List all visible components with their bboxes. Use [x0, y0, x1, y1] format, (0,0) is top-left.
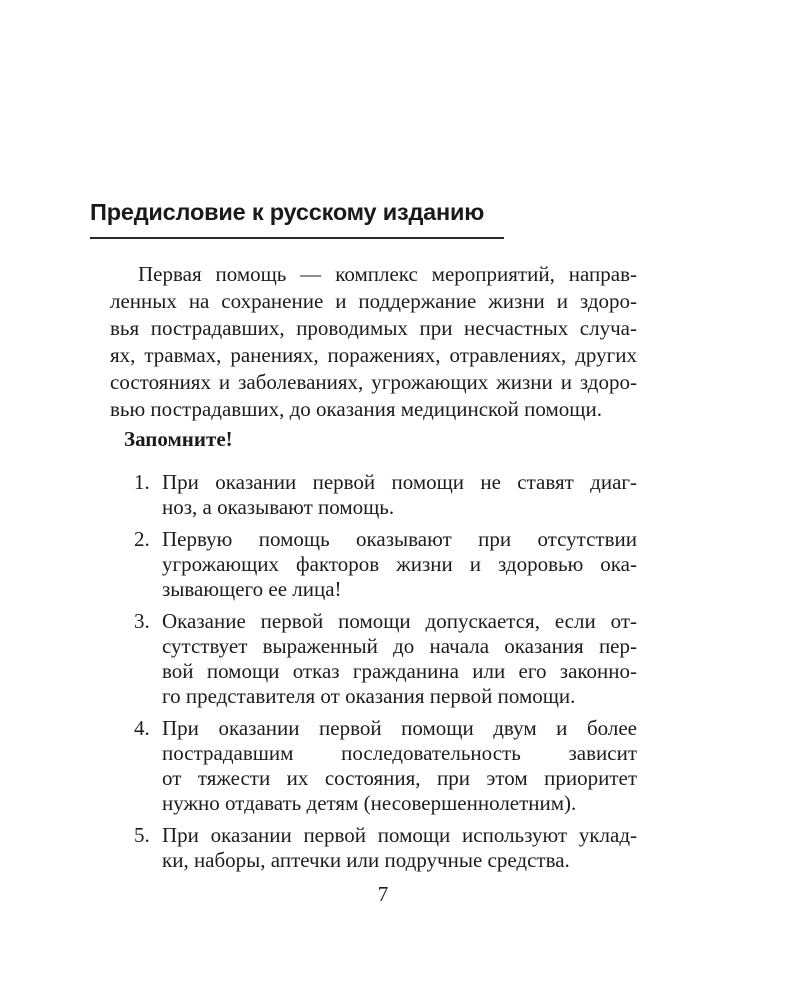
list-item [134, 609, 637, 709]
remember-title: Запомните! [124, 427, 233, 451]
intro-line: ленных на сохранение и поддержание жизни и здоро- [110, 289, 637, 313]
item-number: 5. [134, 823, 150, 847]
item-line: ки, наборы, аптечки или подручные средства. [162, 848, 570, 872]
item-line: вой помощи отказ гражданина или его законно- [162, 659, 637, 683]
item-line: угрожающих факторов жизни и здоровью ока- [162, 552, 637, 576]
item-number: 3. [134, 609, 150, 633]
item-number: 1. [134, 470, 150, 494]
item-line: нужно отдавать детям (несовершеннолетним). [162, 791, 577, 815]
item-line: При оказании первой помощи используют уклад- [162, 823, 637, 847]
intro-line: вья пострадавших, проводимых при несчастных случа- [110, 316, 637, 340]
intro-paragraph [110, 261, 637, 423]
intro-line: Первая помощь — комплекс мероприятий, направ- [138, 262, 637, 286]
item-line: го представителя от оказания первой помощи. [162, 684, 576, 708]
list-item [134, 470, 637, 520]
list-item [134, 823, 637, 873]
item-line: зывающего ее лица! [162, 577, 342, 601]
list-item [134, 716, 637, 816]
intro-line: вью пострадавших, до оказания медицинской помощи. [110, 397, 602, 421]
item-line: Оказание первой помощи допускается, если от- [162, 609, 637, 633]
chapter-heading: Предисловие к русскому изданию [90, 199, 485, 225]
item-line: При оказании первой помощи двум и более [162, 716, 637, 740]
rules-list [134, 470, 637, 880]
item-line: При оказании первой помощи не ставят диаг- [162, 470, 637, 494]
intro-line: ях, травмах, ранениях, поражениях, отравлениях, других [110, 343, 637, 367]
page-number: 7 [377, 882, 389, 906]
item-number: 2. [134, 527, 150, 551]
item-line: пострадавшим последовательность зависит [162, 741, 637, 765]
item-line: Первую помощь оказывают при отсутствии [162, 527, 637, 551]
item-line: ноз, а оказывают помощь. [162, 495, 395, 519]
item-line: сутствует выраженный до начала оказания пер- [162, 634, 637, 658]
list-item [134, 527, 637, 602]
intro-line: состояниях и заболеваниях, угрожающих жизни и здоро- [110, 370, 637, 394]
item-number: 4. [134, 716, 150, 740]
heading-underline [90, 237, 504, 239]
item-line: от тяжести их состояния, при этом приоритет [162, 766, 637, 790]
